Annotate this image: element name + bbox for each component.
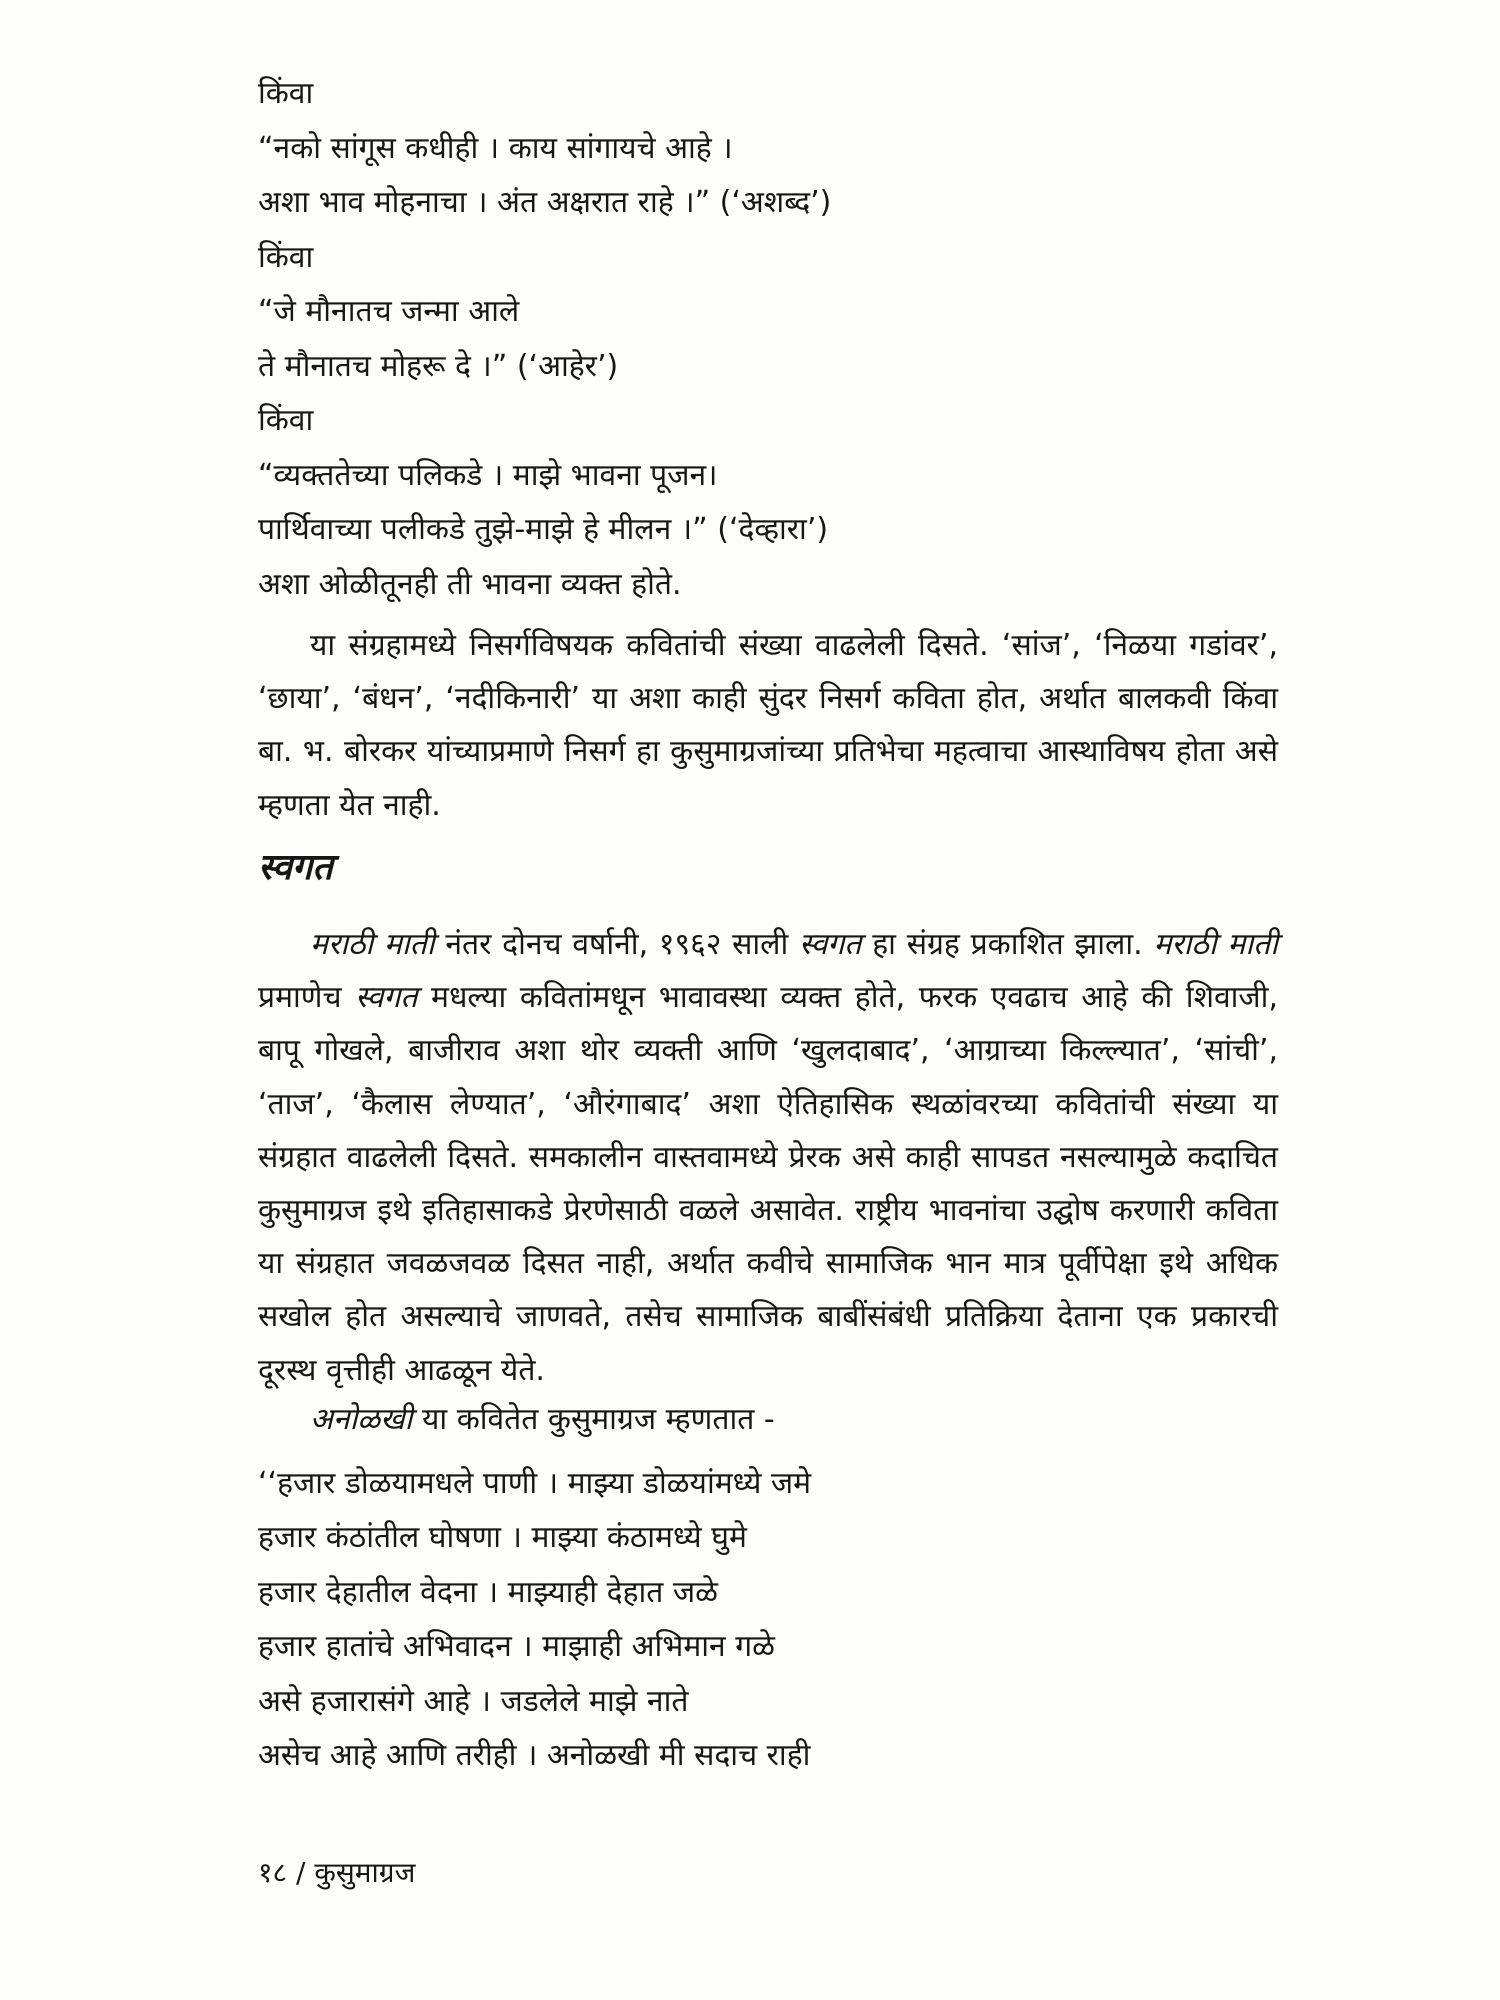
footer-book-title: कुसुमाग्रज — [314, 1856, 416, 1889]
poem-line: हजार कंठांतील घोषणा । माझ्या कंठामध्ये घुमे — [258, 1520, 747, 1555]
poem-line: असेच आहे आणि तरीही । अनोळखी मी सदाच राही — [258, 1738, 811, 1773]
paragraph-nature: या संग्रहामध्ये निसर्गविषयक कवितांची संख्या वाढलेली दिसते. ‘सांज’, ‘निळया गडांवर’, ‘छाया’, ‘बंधन’, ‘नदीकिनारी’ या अशा काही सुंदर निसर्ग कविता होत, अर्थात बालकवी किंवा बा. भ. बोरकर यांच्याप्रमाणे निसर्ग हा कुसुमाग्रजांच्या प्रतिभेचा महत्वाचा आस्थाविषय होता असे म्हणता येत नाही. — [258, 628, 1278, 823]
poem-line: हजार देहातील वेदना । माझ्याही देहात जळे — [258, 1575, 718, 1610]
book-title-italic: स्वगत — [355, 980, 418, 1016]
poem-line: ते मौनातच मोहरू दे ।” (‘आहेर’) — [258, 349, 619, 384]
paragraph-text: मधल्या कवितांमधून भावावस्था व्यक्त होते, फरक एवढाच आहे की शिवाजी, बापू गोखले, बाजीराव अशा थोर व्यक्ती आणि ‘खुलदाबाद’, ‘आग्राच्या किल्ल्यात’, ‘सांची’, ‘ताज’, ‘कैलास लेण्यात’, ‘औरंगाबाद’ अशा ऐतिहासिक स्थळांवरच्या कवितांची संख्या या संग्रहात वाढलेली दिसते. समकालीन वास्तवामध्ये प्रेरक असे काही सापडत नसल्यामुळे कदाचित कुसुमाग्रज इथे इतिहासाकडे प्रेरणेसाठी वळले असावेत. राष्ट्रीय भावनांचा उद्घोष करणारी कविता या संग्रहात जवळजवळ दिसत नाही, अर्थात कवीचे सामाजिक भान मात्र पूर्वीपेक्षा इथे अधिक सखोल होत असल्याचे जाणवते, तसेच सामाजिक बाबींसंबंधी प्रतिक्रिया देताना एक प्रकारची दूरस्थ वृत्तीही आढळून येते. — [258, 980, 1278, 1388]
poem-line: किंवा — [258, 76, 314, 111]
book-title-italic: मराठी माती — [1153, 927, 1279, 962]
poem-line: “व्यक्ततेच्या पलिकडे । माझे भावना पूजन। — [258, 458, 718, 493]
book-title-italic: स्वगत — [799, 927, 862, 962]
page-number: १८ — [258, 1856, 288, 1889]
poem-line: किंवा — [258, 240, 314, 275]
body-line: अशा ओळीतूनही ती भावना व्यक्त होते. — [258, 567, 682, 602]
footer-separator: / — [296, 1856, 306, 1889]
poem-line: पार्थिवाच्या पलीकडे तुझे-माझे हे मीलन ।” (‘देव्हारा’) — [258, 512, 829, 547]
poem-line: “जे मौनातच जन्मा आले — [258, 294, 520, 329]
intro-text: या कवितेत कुसुमाग्रज म्हणतात - — [412, 1402, 775, 1437]
intro-line — [310, 1398, 775, 1442]
poem-line: अशा भाव मोहनाचा । अंत अक्षरात राहे ।” (‘अशब्द’) — [258, 185, 832, 220]
poem-line: “नको सांगूस कधीही । काय सांगायचे आहे । — [258, 131, 733, 166]
section-heading: स्वगत — [258, 847, 333, 888]
paragraph-text: प्रमाणेच — [258, 980, 356, 1016]
paragraph-text: नंतर दोनच वर्षानी, १९६२ साली — [434, 927, 800, 962]
paragraph-text: हा संग्रह प्रकाशित झाला. — [861, 927, 1154, 962]
poem-line: किंवा — [258, 403, 314, 438]
book-title-italic: मराठी माती — [310, 927, 435, 962]
poem-line: असे हजारासंगे आहे । जडलेले माझे नाते — [258, 1684, 689, 1719]
paragraph-swagat — [258, 918, 1278, 1397]
poem-line: ‘‘हजार डोळयामधले पाणी । माझ्या डोळयांमध्ये जमे — [258, 1466, 812, 1501]
poem-line: हजार हातांचे अभिवादन । माझाही अभिमान गळे — [258, 1629, 775, 1664]
page-footer — [258, 1853, 415, 1893]
poem-title-italic: अनोळखी — [310, 1402, 413, 1437]
